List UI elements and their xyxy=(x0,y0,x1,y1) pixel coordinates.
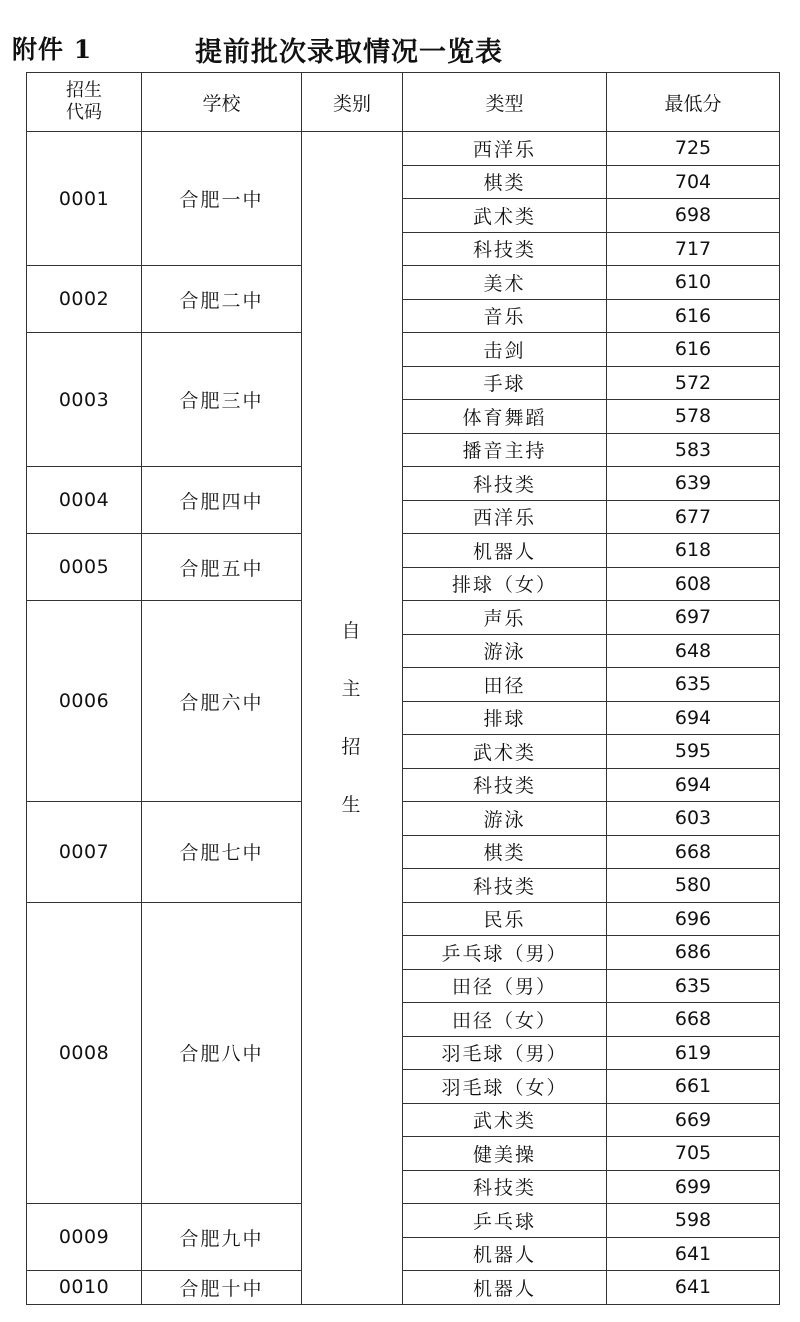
cell-type: 科技类 xyxy=(403,768,607,802)
cell-type: 羽毛球（女） xyxy=(403,1070,607,1104)
cell-type: 西洋乐 xyxy=(403,500,607,534)
cell-school: 合肥十中 xyxy=(142,1271,302,1305)
cell-min-score: 639 xyxy=(607,467,780,501)
cell-min-score: 635 xyxy=(607,969,780,1003)
cell-min-score: 661 xyxy=(607,1070,780,1104)
table-row xyxy=(27,534,780,568)
cell-type: 武术类 xyxy=(403,1103,607,1137)
cell-type: 手球 xyxy=(403,366,607,400)
table-row xyxy=(27,467,780,501)
cell-min-score: 686 xyxy=(607,936,780,970)
cell-min-score: 610 xyxy=(607,266,780,300)
cell-code: 0002 xyxy=(27,266,142,333)
cell-min-score: 598 xyxy=(607,1204,780,1238)
cell-type: 武术类 xyxy=(403,199,607,233)
cell-min-score: 608 xyxy=(607,567,780,601)
document-heading xyxy=(0,0,800,72)
cell-min-score: 578 xyxy=(607,400,780,434)
cell-school: 合肥七中 xyxy=(142,802,302,903)
cell-type: 科技类 xyxy=(403,467,607,501)
cell-type: 游泳 xyxy=(403,802,607,836)
cell-min-score: 696 xyxy=(607,902,780,936)
table-row xyxy=(27,902,780,936)
cell-type: 健美操 xyxy=(403,1137,607,1171)
cell-min-score: 697 xyxy=(607,601,780,635)
category-vertical-text: 自主招生 xyxy=(341,619,363,816)
cell-school: 合肥四中 xyxy=(142,467,302,534)
table-row xyxy=(27,333,780,367)
cell-type: 棋类 xyxy=(403,835,607,869)
cell-type: 田径 xyxy=(403,668,607,702)
cell-school: 合肥六中 xyxy=(142,601,302,802)
cell-min-score: 694 xyxy=(607,768,780,802)
cell-type: 美术 xyxy=(403,266,607,300)
table-header-row xyxy=(27,73,780,132)
cell-type: 游泳 xyxy=(403,634,607,668)
cell-type: 音乐 xyxy=(403,299,607,333)
cell-code: 0009 xyxy=(27,1204,142,1271)
cell-min-score: 669 xyxy=(607,1103,780,1137)
cell-type: 体育舞蹈 xyxy=(403,400,607,434)
admission-table xyxy=(26,72,780,1305)
table-row xyxy=(27,266,780,300)
cell-min-score: 603 xyxy=(607,802,780,836)
cell-type: 田径（男） xyxy=(403,969,607,1003)
cell-min-score: 616 xyxy=(607,299,780,333)
cell-min-score: 668 xyxy=(607,835,780,869)
header-school: 学校 xyxy=(142,73,302,132)
cell-code: 0001 xyxy=(27,132,142,266)
annex-label: 附件 1 xyxy=(12,35,93,64)
cell-min-score: 641 xyxy=(607,1237,780,1271)
cell-min-score: 580 xyxy=(607,869,780,903)
table-row xyxy=(27,802,780,836)
cell-code: 0004 xyxy=(27,467,142,534)
cell-type: 排球（女） xyxy=(403,567,607,601)
cell-code: 0006 xyxy=(27,601,142,802)
cell-school: 合肥二中 xyxy=(142,266,302,333)
cell-min-score: 725 xyxy=(607,132,780,166)
cell-min-score: 648 xyxy=(607,634,780,668)
cell-type: 科技类 xyxy=(403,232,607,266)
cell-school: 合肥九中 xyxy=(142,1204,302,1271)
table-row xyxy=(27,1271,780,1305)
header-code xyxy=(27,73,142,132)
cell-min-score: 694 xyxy=(607,701,780,735)
cell-type: 机器人 xyxy=(403,1237,607,1271)
cell-type: 机器人 xyxy=(403,534,607,568)
cell-min-score: 704 xyxy=(607,165,780,199)
cell-type: 羽毛球（男） xyxy=(403,1036,607,1070)
cell-min-score: 635 xyxy=(607,668,780,702)
cell-min-score: 616 xyxy=(607,333,780,367)
cell-code: 0007 xyxy=(27,802,142,903)
cell-school: 合肥八中 xyxy=(142,902,302,1204)
cell-type: 乒乓球 xyxy=(403,1204,607,1238)
cell-min-score: 619 xyxy=(607,1036,780,1070)
page-title: 提前批次录取情况一览表 xyxy=(195,37,503,68)
cell-type: 乒乓球（男） xyxy=(403,936,607,970)
cell-school: 合肥一中 xyxy=(142,132,302,266)
cell-min-score: 717 xyxy=(607,232,780,266)
cell-code: 0005 xyxy=(27,534,142,601)
header-category: 类别 xyxy=(302,73,403,132)
header-type: 类型 xyxy=(403,73,607,132)
cell-type: 武术类 xyxy=(403,735,607,769)
cell-type: 西洋乐 xyxy=(403,132,607,166)
cell-school: 合肥三中 xyxy=(142,333,302,467)
cell-type: 科技类 xyxy=(403,1170,607,1204)
cell-school: 合肥五中 xyxy=(142,534,302,601)
cell-min-score: 583 xyxy=(607,433,780,467)
cell-type: 声乐 xyxy=(403,601,607,635)
cell-type: 棋类 xyxy=(403,165,607,199)
table-row xyxy=(27,132,780,166)
header-code-label: 招生代码 xyxy=(66,80,102,123)
cell-min-score: 677 xyxy=(607,500,780,534)
cell-code: 0003 xyxy=(27,333,142,467)
cell-min-score: 618 xyxy=(607,534,780,568)
cell-type: 击剑 xyxy=(403,333,607,367)
header-min-score: 最低分 xyxy=(607,73,780,132)
cell-code: 0008 xyxy=(27,902,142,1204)
cell-type: 民乐 xyxy=(403,902,607,936)
table-body xyxy=(27,132,780,1305)
cell-type: 排球 xyxy=(403,701,607,735)
cell-min-score: 668 xyxy=(607,1003,780,1037)
cell-min-score: 705 xyxy=(607,1137,780,1171)
cell-code: 0010 xyxy=(27,1271,142,1305)
cell-min-score: 572 xyxy=(607,366,780,400)
cell-type: 播音主持 xyxy=(403,433,607,467)
cell-type: 机器人 xyxy=(403,1271,607,1305)
table-row xyxy=(27,601,780,635)
table-row xyxy=(27,1204,780,1238)
cell-min-score: 641 xyxy=(607,1271,780,1305)
cell-min-score: 595 xyxy=(607,735,780,769)
cell-category xyxy=(302,132,403,1305)
cell-min-score: 699 xyxy=(607,1170,780,1204)
cell-type: 科技类 xyxy=(403,869,607,903)
cell-min-score: 698 xyxy=(607,199,780,233)
cell-type: 田径（女） xyxy=(403,1003,607,1037)
